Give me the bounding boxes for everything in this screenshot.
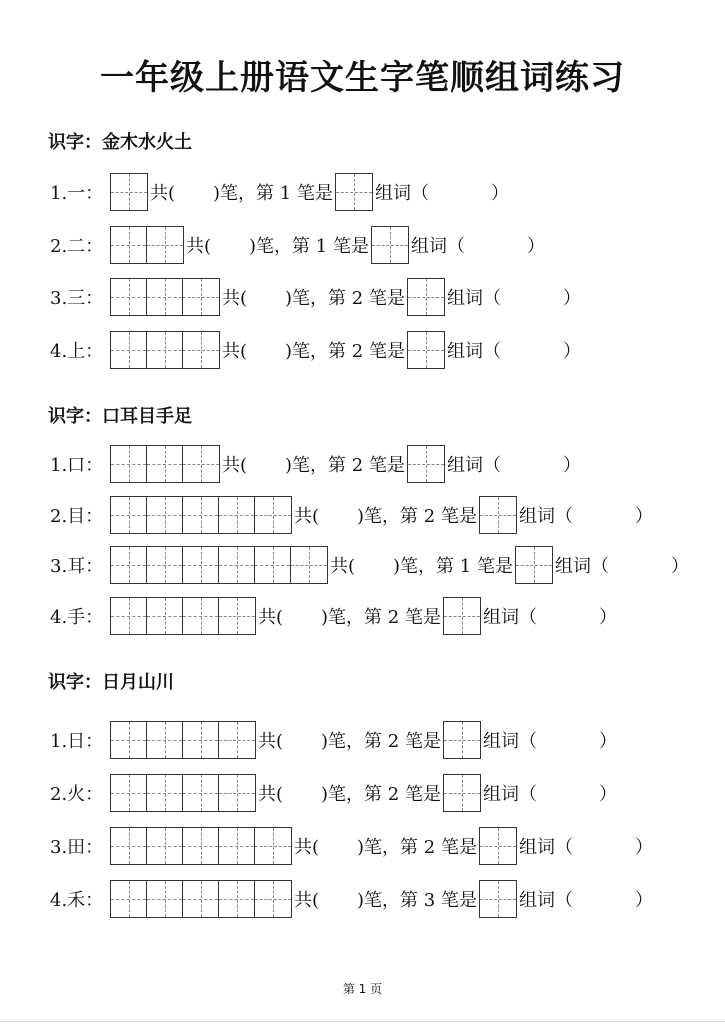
tianzige-cell[interactable] xyxy=(147,598,183,634)
stroke-count-prompt: 共( xyxy=(222,288,248,309)
nth-stroke-prompt: )笔，第 2 笔是 xyxy=(285,341,405,362)
tianzige-cell[interactable] xyxy=(147,828,183,864)
tianzige-cell[interactable] xyxy=(408,332,444,368)
section-heading: 识字：日月山川 xyxy=(48,672,174,693)
word-close-paren: ） xyxy=(526,236,545,257)
word-prompt: 组词（ xyxy=(446,341,501,362)
tianzige-cell[interactable] xyxy=(111,332,147,368)
tianzige-cell[interactable] xyxy=(111,547,147,583)
word-close-paren: ） xyxy=(490,183,509,204)
exercise-row xyxy=(50,444,581,484)
stroke-order-grid[interactable] xyxy=(110,827,292,865)
stroke-count-prompt: 共( xyxy=(294,837,320,858)
word-close-paren: ） xyxy=(598,731,617,752)
tianzige-cell[interactable] xyxy=(111,722,147,758)
stroke-order-grid[interactable] xyxy=(110,173,148,211)
section-heading: 识字：口耳目手足 xyxy=(48,406,192,427)
tianzige-cell[interactable] xyxy=(480,828,516,864)
nth-stroke-box[interactable] xyxy=(479,827,517,865)
tianzige-cell[interactable] xyxy=(255,828,291,864)
tianzige-cell[interactable] xyxy=(183,332,219,368)
word-close-paren: ） xyxy=(634,890,653,911)
tianzige-cell[interactable] xyxy=(111,279,147,315)
tianzige-cell[interactable] xyxy=(444,722,480,758)
tianzige-cell[interactable] xyxy=(219,722,255,758)
stroke-count-prompt: 共( xyxy=(222,455,248,476)
word-close-paren: ） xyxy=(598,784,617,805)
tianzige-cell[interactable] xyxy=(147,881,183,917)
character-label: 2.二： xyxy=(50,236,104,257)
stroke-count-prompt: 共( xyxy=(258,607,284,628)
tianzige-cell[interactable] xyxy=(408,279,444,315)
stroke-count-prompt: 共( xyxy=(222,341,248,362)
stroke-order-grid[interactable] xyxy=(110,496,292,534)
tianzige-cell[interactable] xyxy=(111,446,147,482)
nth-stroke-box[interactable] xyxy=(515,546,553,584)
tianzige-cell[interactable] xyxy=(219,598,255,634)
character-label: 3.三： xyxy=(50,288,104,309)
nth-stroke-prompt: )笔，第 1 笔是 xyxy=(393,556,513,577)
nth-stroke-box[interactable] xyxy=(479,496,517,534)
tianzige-cell[interactable] xyxy=(183,446,219,482)
nth-stroke-box[interactable] xyxy=(443,597,481,635)
tianzige-cell[interactable] xyxy=(255,881,291,917)
tianzige-cell[interactable] xyxy=(147,775,183,811)
character-label: 2.目： xyxy=(50,506,104,527)
nth-stroke-prompt: )笔，第 1 笔是 xyxy=(249,236,369,257)
tianzige-cell[interactable] xyxy=(372,227,408,263)
tianzige-cell[interactable] xyxy=(444,775,480,811)
word-prompt: 组词（ xyxy=(482,731,537,752)
character-label: 3.田： xyxy=(50,837,104,858)
nth-stroke-box[interactable] xyxy=(479,880,517,918)
nth-stroke-box[interactable] xyxy=(371,226,409,264)
word-close-paren: ） xyxy=(598,607,617,628)
tianzige-cell[interactable] xyxy=(219,775,255,811)
tianzige-cell[interactable] xyxy=(147,227,183,263)
nth-stroke-prompt: )笔，第 2 笔是 xyxy=(285,288,405,309)
page-bottom-divider xyxy=(0,1021,725,1022)
nth-stroke-prompt: )笔，第 2 笔是 xyxy=(321,607,441,628)
tianzige-cell[interactable] xyxy=(111,828,147,864)
character-label: 4.上： xyxy=(50,341,104,362)
page-title: 一年级上册语文生字笔顺组词练习 xyxy=(100,58,625,98)
stroke-order-grid[interactable] xyxy=(110,445,220,483)
tianzige-cell[interactable] xyxy=(183,497,219,533)
exercise-row xyxy=(50,172,509,212)
nth-stroke-prompt: )笔，第 2 笔是 xyxy=(321,731,441,752)
tianzige-cell[interactable] xyxy=(147,446,183,482)
exercise-row xyxy=(50,826,653,866)
tianzige-cell[interactable] xyxy=(147,722,183,758)
exercise-row xyxy=(50,277,581,317)
word-prompt: 组词（ xyxy=(410,236,465,257)
tianzige-cell[interactable] xyxy=(111,598,147,634)
stroke-count-prompt: 共( xyxy=(186,236,212,257)
character-label: 4.禾： xyxy=(50,890,104,911)
exercise-row xyxy=(50,225,545,265)
stroke-count-prompt: 共( xyxy=(294,506,320,527)
nth-stroke-prompt: )笔，第 2 笔是 xyxy=(321,784,441,805)
tianzige-cell[interactable] xyxy=(444,598,480,634)
character-label: 1.一： xyxy=(50,183,104,204)
exercise-row xyxy=(50,720,617,760)
stroke-order-grid[interactable] xyxy=(110,278,220,316)
word-prompt: 组词（ xyxy=(446,288,501,309)
tianzige-cell[interactable] xyxy=(183,598,219,634)
exercise-row xyxy=(50,773,617,813)
tianzige-cell[interactable] xyxy=(147,497,183,533)
tianzige-cell[interactable] xyxy=(183,881,219,917)
nth-stroke-box[interactable] xyxy=(443,721,481,759)
word-prompt: 组词（ xyxy=(518,890,573,911)
tianzige-cell[interactable] xyxy=(111,227,147,263)
character-label: 2.火： xyxy=(50,784,104,805)
stroke-count-prompt: 共( xyxy=(258,731,284,752)
stroke-order-grid[interactable] xyxy=(110,546,328,584)
tianzige-cell[interactable] xyxy=(183,547,219,583)
exercise-row xyxy=(50,495,653,535)
word-close-paren: ） xyxy=(562,341,581,362)
stroke-order-grid[interactable] xyxy=(110,774,256,812)
tianzige-cell[interactable] xyxy=(219,497,255,533)
exercise-row xyxy=(50,545,689,585)
nth-stroke-prompt: )笔，第 1 笔是 xyxy=(213,183,333,204)
word-close-paren: ） xyxy=(634,837,653,858)
exercise-row xyxy=(50,879,653,919)
nth-stroke-prompt: )笔，第 3 笔是 xyxy=(357,890,477,911)
tianzige-cell[interactable] xyxy=(480,497,516,533)
tianzige-cell[interactable] xyxy=(111,497,147,533)
stroke-order-grid[interactable] xyxy=(110,331,220,369)
nth-stroke-box[interactable] xyxy=(407,331,445,369)
stroke-count-prompt: 共( xyxy=(294,890,320,911)
exercise-row xyxy=(50,596,617,636)
tianzige-cell[interactable] xyxy=(183,828,219,864)
nth-stroke-box[interactable] xyxy=(407,445,445,483)
stroke-count-prompt: 共( xyxy=(258,784,284,805)
word-prompt: 组词（ xyxy=(554,556,609,577)
word-prompt: 组词（ xyxy=(446,455,501,476)
word-close-paren: ） xyxy=(562,288,581,309)
stroke-order-grid[interactable] xyxy=(110,880,292,918)
tianzige-cell[interactable] xyxy=(516,547,552,583)
nth-stroke-prompt: )笔，第 2 笔是 xyxy=(357,506,477,527)
tianzige-cell[interactable] xyxy=(183,279,219,315)
nth-stroke-box[interactable] xyxy=(443,774,481,812)
stroke-count-prompt: 共( xyxy=(150,183,176,204)
tianzige-cell[interactable] xyxy=(219,547,255,583)
stroke-order-grid[interactable] xyxy=(110,597,256,635)
character-label: 1.口： xyxy=(50,455,104,476)
nth-stroke-box[interactable] xyxy=(407,278,445,316)
tianzige-cell[interactable] xyxy=(183,775,219,811)
nth-stroke-prompt: )笔，第 2 笔是 xyxy=(285,455,405,476)
word-close-paren: ） xyxy=(634,506,653,527)
page-number: 第 1 页 xyxy=(342,982,383,996)
tianzige-cell[interactable] xyxy=(111,174,147,210)
tianzige-cell[interactable] xyxy=(111,775,147,811)
word-prompt: 组词（ xyxy=(518,837,573,858)
tianzige-cell[interactable] xyxy=(147,332,183,368)
nth-stroke-prompt: )笔，第 2 笔是 xyxy=(357,837,477,858)
tianzige-cell[interactable] xyxy=(291,547,327,583)
tianzige-cell[interactable] xyxy=(111,881,147,917)
word-prompt: 组词（ xyxy=(482,607,537,628)
nth-stroke-box[interactable] xyxy=(335,173,373,211)
stroke-count-prompt: 共( xyxy=(330,556,356,577)
character-label: 1.日： xyxy=(50,731,104,752)
tianzige-cell[interactable] xyxy=(336,174,372,210)
tianzige-cell[interactable] xyxy=(147,279,183,315)
tianzige-cell[interactable] xyxy=(183,722,219,758)
section-heading: 识字：金木水火土 xyxy=(48,132,192,153)
tianzige-cell[interactable] xyxy=(147,547,183,583)
character-label: 3.耳： xyxy=(50,556,104,577)
word-close-paren: ） xyxy=(562,455,581,476)
tianzige-cell[interactable] xyxy=(219,828,255,864)
exercise-row xyxy=(50,330,581,370)
stroke-order-grid[interactable] xyxy=(110,721,256,759)
tianzige-cell[interactable] xyxy=(408,446,444,482)
tianzige-cell[interactable] xyxy=(255,497,291,533)
character-label: 4.手： xyxy=(50,607,104,628)
word-prompt: 组词（ xyxy=(518,506,573,527)
word-prompt: 组词（ xyxy=(374,183,429,204)
tianzige-cell[interactable] xyxy=(219,881,255,917)
stroke-order-grid[interactable] xyxy=(110,226,184,264)
tianzige-cell[interactable] xyxy=(255,547,291,583)
word-close-paren: ） xyxy=(670,556,689,577)
tianzige-cell[interactable] xyxy=(480,881,516,917)
word-prompt: 组词（ xyxy=(482,784,537,805)
